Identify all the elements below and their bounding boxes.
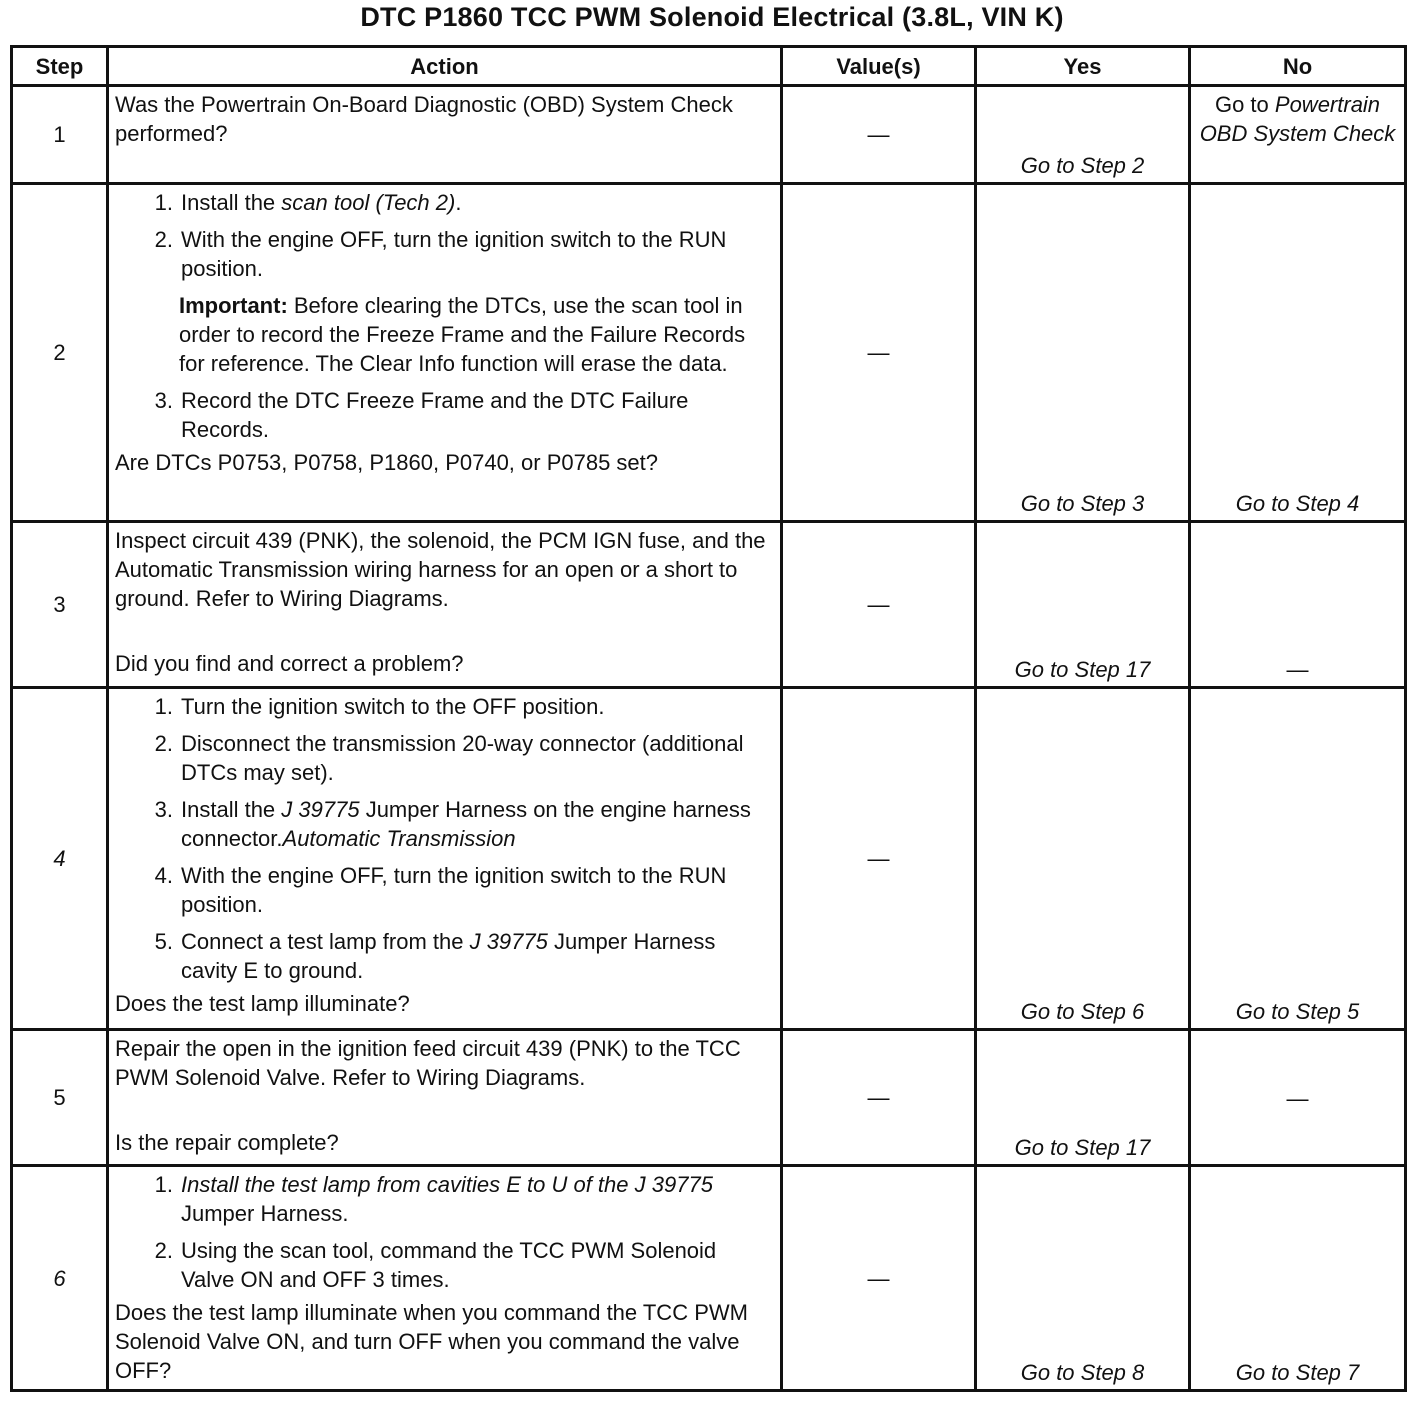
step-number: 4	[12, 688, 108, 1030]
important-note	[179, 291, 774, 378]
value-cell: —	[782, 1166, 976, 1391]
list-item	[115, 188, 774, 217]
list-item	[115, 225, 774, 283]
yes-cell: Go to Step 17	[976, 1030, 1190, 1166]
item-number: 1.	[154, 190, 173, 215]
action-text: Inspect circuit 439 (PNK), the solenoid, the PCM IGN fuse, and the Automatic Transmission wiring harness for an open or a short to ground. Refer to Wiring Diagrams.	[115, 528, 766, 611]
table-row	[12, 522, 1406, 688]
no-cell: —	[1190, 522, 1406, 688]
text-part: Jumper Harness on the engine harness connector.	[181, 797, 751, 851]
step-number: 1	[12, 86, 108, 184]
question-text: Does the test lamp illuminate when you command the TCC PWM Solenoid Valve ON, and turn OFF when you command the valve OFF?	[115, 1300, 748, 1383]
instruction-list	[115, 188, 774, 283]
text-part: Install the test lamp from cavities E to U of the	[181, 1172, 635, 1197]
action-cell	[108, 1030, 782, 1166]
item-number: 5.	[154, 929, 173, 954]
step-number: 6	[12, 1166, 108, 1391]
item-text: Using the scan tool, command the TCC PWM Solenoid Valve ON and OFF 3 times.	[181, 1238, 717, 1292]
text-part: Jumper Harness cavity E to ground.	[181, 929, 716, 983]
no-cell: Go to Step 4	[1190, 184, 1406, 522]
no-link: Powertrain OBD System Check	[1199, 92, 1396, 146]
tool-name: J 39775	[634, 1172, 713, 1197]
no-cell	[1190, 86, 1406, 184]
table-row	[12, 1166, 1406, 1391]
action-text: Repair the open in the ignition feed circuit 439 (PNK) to the TCC PWM Solenoid Valve. Refer to Wiring Diagrams.	[115, 1036, 741, 1090]
tool-name: J 39775	[469, 929, 548, 954]
no-prefix: Go to	[1214, 92, 1269, 117]
value-cell: —	[782, 1030, 976, 1166]
step-number: 3	[12, 522, 108, 688]
table-row	[12, 86, 1406, 184]
question-text: Is the repair complete?	[115, 1130, 339, 1155]
list-item	[115, 795, 774, 853]
table-row	[12, 1030, 1406, 1166]
question-text: Does the test lamp illuminate?	[115, 991, 410, 1016]
tool-name: scan tool (Tech 2)	[281, 190, 456, 215]
value-cell: —	[782, 522, 976, 688]
item-number: 2.	[154, 1238, 173, 1263]
step-number: 2	[12, 184, 108, 522]
important-text: Before clearing the DTCs, use the scan tool in order to record the Freeze Frame and the Failure Records for reference. The Clear Info function will erase the data.	[179, 293, 746, 376]
header-yes: Yes	[976, 47, 1190, 86]
action-cell	[108, 688, 782, 1030]
item-number: 1.	[154, 694, 173, 719]
action-cell	[108, 522, 782, 688]
item-text	[181, 188, 774, 217]
table-row	[12, 184, 1406, 522]
table-row	[12, 688, 1406, 1030]
item-number: 4.	[154, 863, 173, 888]
yes-cell: Go to Step 3	[976, 184, 1190, 522]
header-action: Action	[108, 47, 782, 86]
text-part: Install the	[181, 190, 282, 215]
item-number: 2.	[154, 227, 173, 252]
item-text: With the engine OFF, turn the ignition switch to the RUN position.	[181, 227, 727, 281]
value-cell: —	[782, 688, 976, 1030]
list-item	[115, 729, 774, 787]
diagnostic-table	[10, 45, 1407, 1392]
question-text: Are DTCs P0753, P0758, P1860, P0740, or P0785 set?	[115, 450, 659, 475]
action-text: Was the Powertrain On-Board Diagnostic (OBD) System Check performed?	[115, 92, 733, 146]
header-row	[12, 47, 1406, 86]
action-cell	[108, 184, 782, 522]
instruction-list	[115, 1170, 774, 1294]
text-part: .	[455, 190, 462, 215]
header-step: Step	[12, 47, 108, 86]
text-part: Install the	[181, 797, 282, 822]
action-cell	[108, 1166, 782, 1391]
item-number: 3.	[154, 388, 173, 413]
value-cell: —	[782, 184, 976, 522]
item-number: 3.	[154, 797, 173, 822]
list-item	[115, 927, 774, 985]
item-text: Turn the ignition switch to the OFF position.	[181, 694, 605, 719]
item-text	[181, 927, 774, 985]
tool-name: J 39775	[281, 797, 360, 822]
item-text: With the engine OFF, turn the ignition switch to the RUN position.	[181, 863, 727, 917]
page-title: DTC P1860 TCC PWM Solenoid Electrical (3.8L, VIN K)	[360, 2, 1064, 32]
list-item	[115, 692, 774, 721]
list-item	[115, 1236, 774, 1294]
header-no: No	[1190, 47, 1406, 86]
list-item	[115, 386, 774, 444]
item-text: Disconnect the transmission 20-way connector (additional DTCs may set).	[181, 731, 744, 785]
item-number: 1.	[154, 1172, 173, 1197]
item-text	[181, 795, 774, 853]
yes-cell: Go to Step 8	[976, 1166, 1190, 1391]
action-cell	[108, 86, 782, 184]
value-cell: —	[782, 86, 976, 184]
no-cell: —	[1190, 1030, 1406, 1166]
question-text: Did you find and correct a problem?	[115, 651, 464, 676]
item-number: 2.	[154, 731, 173, 756]
step-number: 5	[12, 1030, 108, 1166]
item-text: Record the DTC Freeze Frame and the DTC Failure Records.	[181, 388, 689, 442]
reference-text: Automatic Transmission	[282, 826, 516, 851]
yes-cell: Go to Step 6	[976, 688, 1190, 1030]
instruction-list	[115, 386, 774, 444]
important-label: Important:	[179, 293, 288, 318]
instruction-list	[115, 692, 774, 985]
list-item	[115, 861, 774, 919]
yes-cell: Go to Step 2	[976, 86, 1190, 184]
header-values: Value(s)	[782, 47, 976, 86]
item-text	[181, 1170, 774, 1228]
list-item	[115, 1170, 774, 1228]
text-part: Connect a test lamp from the	[181, 929, 470, 954]
yes-cell: Go to Step 17	[976, 522, 1190, 688]
text-part: Jumper Harness.	[181, 1201, 349, 1226]
no-cell: Go to Step 7	[1190, 1166, 1406, 1391]
no-cell: Go to Step 5	[1190, 688, 1406, 1030]
